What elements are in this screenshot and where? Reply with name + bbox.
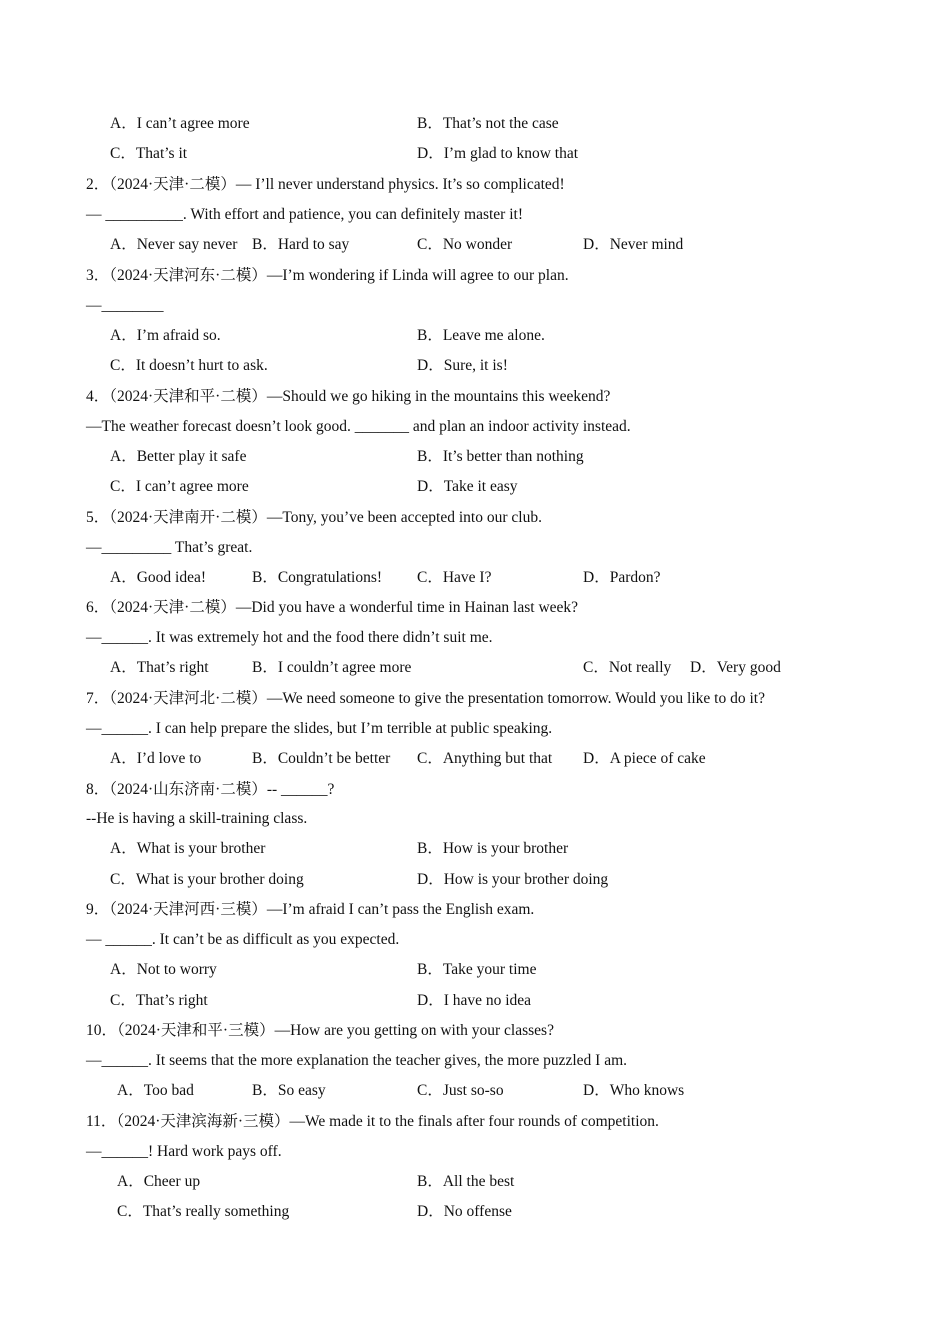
question-number: 7． bbox=[86, 690, 110, 707]
option-a[interactable] bbox=[117, 1081, 194, 1101]
question-2-prompt bbox=[86, 175, 565, 195]
question-number: 11． bbox=[86, 1113, 117, 1130]
option-letter: C． bbox=[417, 569, 443, 586]
option-d[interactable] bbox=[583, 749, 706, 769]
option-letter: B． bbox=[417, 448, 443, 465]
option-text: I can’t agree more bbox=[135, 478, 249, 495]
option-letter: D． bbox=[417, 1203, 444, 1220]
option-d[interactable] bbox=[417, 477, 518, 497]
option-c[interactable] bbox=[417, 568, 491, 588]
option-letter: B． bbox=[252, 1082, 278, 1099]
option-text: So easy bbox=[277, 1082, 326, 1099]
question-source: （2024·天津河东·二模） bbox=[109, 267, 267, 284]
option-text: That’s right bbox=[136, 659, 209, 676]
question-8-response: --He is having a skill-training class. bbox=[86, 810, 308, 827]
option-letter: C． bbox=[110, 478, 136, 495]
option-text: Couldn’t be better bbox=[277, 750, 391, 767]
option-letter: A． bbox=[110, 961, 137, 978]
option-b[interactable] bbox=[252, 658, 411, 678]
question-number: 2． bbox=[86, 176, 110, 193]
question-4-prompt bbox=[86, 387, 610, 407]
option-text: That’s really something bbox=[142, 1203, 290, 1220]
question-number: 4． bbox=[86, 388, 110, 405]
option-letter: C． bbox=[110, 145, 136, 162]
option-letter: A． bbox=[110, 840, 137, 857]
option-text: Hard to say bbox=[277, 236, 350, 253]
option-letter: D． bbox=[583, 569, 610, 586]
question-10-prompt bbox=[86, 1021, 554, 1041]
option-d[interactable] bbox=[583, 568, 661, 588]
option-d[interactable] bbox=[417, 870, 608, 890]
option-text: Take it easy bbox=[443, 478, 518, 495]
question-text: —I’m wondering if Linda will agree to our plan. bbox=[266, 267, 569, 284]
option-text: Cheer up bbox=[143, 1173, 201, 1190]
option-text: Not to worry bbox=[136, 961, 217, 978]
option-text: Congratulations! bbox=[277, 569, 383, 586]
question-number: 9． bbox=[86, 901, 110, 918]
option-letter: B． bbox=[417, 115, 443, 132]
option-text: No offense bbox=[443, 1203, 512, 1220]
option-d[interactable] bbox=[583, 1081, 684, 1101]
option-b[interactable] bbox=[417, 1172, 514, 1192]
option-b[interactable] bbox=[417, 447, 584, 467]
question-source: （2024·天津和平·二模） bbox=[109, 388, 267, 405]
question-number: 3． bbox=[86, 267, 110, 284]
option-d[interactable] bbox=[417, 144, 578, 164]
option-text: Pardon? bbox=[609, 569, 661, 586]
question-8-prompt bbox=[86, 780, 334, 800]
option-text: It’s better than nothing bbox=[442, 448, 584, 465]
option-text: Very good bbox=[716, 659, 781, 676]
option-letter: C． bbox=[117, 1203, 143, 1220]
option-text: Better play it safe bbox=[136, 448, 247, 465]
question-source: （2024·天津滨海新·三模） bbox=[116, 1113, 290, 1130]
option-c[interactable] bbox=[110, 144, 187, 164]
question-3-prompt bbox=[86, 266, 569, 286]
question-source: （2024·天津河北·二模） bbox=[109, 690, 267, 707]
question-text: —We made it to the finals after four rounds of competition. bbox=[289, 1113, 659, 1130]
option-b[interactable] bbox=[417, 839, 568, 859]
option-text: Who knows bbox=[609, 1082, 685, 1099]
question-11-response: —______! Hard work pays off. bbox=[86, 1143, 282, 1160]
option-letter: D． bbox=[583, 750, 610, 767]
option-letter: A． bbox=[110, 569, 137, 586]
question-4-response: —The weather forecast doesn’t look good. _______ and plan an indoor activity instead. bbox=[86, 418, 631, 435]
question-text: -- ______? bbox=[266, 781, 335, 798]
question-5-response: —_________ That’s great. bbox=[86, 539, 253, 556]
option-c[interactable] bbox=[583, 658, 671, 678]
option-letter: C． bbox=[110, 871, 136, 888]
option-a[interactable] bbox=[110, 749, 201, 769]
option-a[interactable] bbox=[110, 960, 217, 980]
option-text: Anything but that bbox=[442, 750, 553, 767]
option-text: I couldn’t agree more bbox=[277, 659, 412, 676]
option-letter: A． bbox=[110, 115, 137, 132]
question-text: —Did you have a wonderful time in Hainan last week? bbox=[235, 599, 579, 616]
question-number: 5． bbox=[86, 509, 110, 526]
question-text: —Should we go hiking in the mountains this weekend? bbox=[266, 388, 611, 405]
option-b[interactable] bbox=[252, 1081, 326, 1101]
option-text: That’s it bbox=[135, 145, 188, 162]
question-7-response: —______. I can help prepare the slides, but I’m terrible at public speaking. bbox=[86, 720, 553, 737]
option-letter: C． bbox=[110, 992, 136, 1009]
option-a[interactable] bbox=[117, 1172, 200, 1192]
question-9-prompt bbox=[86, 900, 534, 920]
option-letter: A． bbox=[110, 327, 137, 344]
option-letter: B． bbox=[252, 659, 278, 676]
option-text: I’m afraid so. bbox=[136, 327, 221, 344]
question-6-prompt bbox=[86, 598, 578, 618]
question-3-response: —________ bbox=[86, 297, 164, 314]
option-letter: D． bbox=[690, 659, 717, 676]
option-a[interactable] bbox=[110, 235, 237, 255]
option-d[interactable] bbox=[417, 356, 508, 376]
question-9-response: — ______. It can’t be as difficult as you expected. bbox=[86, 931, 400, 948]
question-text: —I’m afraid I can’t pass the English exam. bbox=[266, 901, 535, 918]
option-b[interactable] bbox=[252, 568, 382, 588]
option-letter: A． bbox=[110, 750, 137, 767]
question-7-prompt bbox=[86, 689, 765, 709]
option-text: That’s not the case bbox=[442, 115, 559, 132]
question-5-prompt bbox=[86, 508, 542, 528]
question-source: （2024·天津河西·三模） bbox=[109, 901, 267, 918]
option-letter: B． bbox=[252, 569, 278, 586]
option-letter: B． bbox=[417, 1173, 443, 1190]
option-letter: C． bbox=[417, 236, 443, 253]
question-source: （2024·天津·二模） bbox=[109, 176, 236, 193]
option-letter: B． bbox=[417, 840, 443, 857]
option-text: Never say never bbox=[136, 236, 238, 253]
option-d[interactable] bbox=[583, 235, 683, 255]
question-source: （2024·天津南开·二模） bbox=[109, 509, 267, 526]
option-b[interactable] bbox=[252, 235, 349, 255]
option-b[interactable] bbox=[417, 114, 559, 134]
option-b[interactable] bbox=[417, 326, 545, 346]
option-text: How is your brother bbox=[442, 840, 569, 857]
option-c[interactable] bbox=[110, 477, 249, 497]
option-text: Not really bbox=[608, 659, 672, 676]
option-letter: A． bbox=[110, 448, 137, 465]
question-source: （2024·天津和平·三模） bbox=[117, 1022, 275, 1039]
option-letter: D． bbox=[417, 871, 444, 888]
option-c[interactable] bbox=[110, 356, 268, 376]
option-a[interactable] bbox=[110, 658, 209, 678]
question-text: — I’ll never understand physics. It’s so complicated! bbox=[235, 176, 565, 193]
question-text: —Tony, you’ve been accepted into our club. bbox=[266, 509, 542, 526]
option-c[interactable] bbox=[110, 870, 304, 890]
option-letter: A． bbox=[117, 1082, 144, 1099]
option-text: I can’t agree more bbox=[136, 115, 250, 132]
option-letter: C． bbox=[417, 1082, 443, 1099]
option-text: That’s right bbox=[135, 992, 208, 1009]
option-text: Too bad bbox=[143, 1082, 194, 1099]
option-text: Just so-so bbox=[442, 1082, 504, 1099]
option-c[interactable] bbox=[117, 1202, 289, 1222]
question-10-response: —______. It seems that the more explanation the teacher gives, the more puzzled I am. bbox=[86, 1052, 628, 1069]
question-6-response: —______. It was extremely hot and the food there didn’t suit me. bbox=[86, 629, 493, 646]
option-b[interactable] bbox=[252, 749, 390, 769]
option-a[interactable] bbox=[110, 326, 221, 346]
option-letter: D． bbox=[417, 478, 444, 495]
option-letter: B． bbox=[417, 327, 443, 344]
option-letter: D． bbox=[417, 992, 444, 1009]
option-text: What is your brother doing bbox=[135, 871, 304, 888]
option-text: What is your brother bbox=[136, 840, 266, 857]
option-letter: C． bbox=[583, 659, 609, 676]
option-a[interactable] bbox=[110, 447, 246, 467]
option-letter: D． bbox=[417, 145, 444, 162]
option-text: Have I? bbox=[442, 569, 492, 586]
option-text: Never mind bbox=[609, 236, 684, 253]
question-number: 10． bbox=[86, 1022, 118, 1039]
option-a[interactable] bbox=[110, 839, 265, 859]
option-text: I’d love to bbox=[136, 750, 202, 767]
option-text: How is your brother doing bbox=[443, 871, 609, 888]
option-text: I’m glad to know that bbox=[443, 145, 579, 162]
option-c[interactable] bbox=[417, 1081, 504, 1101]
option-text: A piece of cake bbox=[609, 750, 706, 767]
question-source: （2024·山东济南·二模） bbox=[109, 781, 267, 798]
option-letter: D． bbox=[417, 357, 444, 374]
question-source: （2024·天津·二模） bbox=[109, 599, 236, 616]
option-text: Sure, it is! bbox=[443, 357, 508, 374]
question-text: —How are you getting on with your classes? bbox=[274, 1022, 554, 1039]
question-number: 8． bbox=[86, 781, 110, 798]
option-text: Good idea! bbox=[136, 569, 206, 586]
option-b[interactable] bbox=[417, 960, 536, 980]
option-a[interactable] bbox=[110, 114, 250, 134]
question-text: —We need someone to give the presentation tomorrow. Would you like to do it? bbox=[266, 690, 765, 707]
question-11-prompt bbox=[86, 1112, 659, 1132]
option-letter: D． bbox=[583, 236, 610, 253]
option-letter: A． bbox=[110, 659, 137, 676]
option-letter: B． bbox=[252, 236, 278, 253]
option-c[interactable] bbox=[110, 991, 208, 1011]
option-letter: C． bbox=[110, 357, 136, 374]
option-text: I have no idea bbox=[443, 992, 532, 1009]
option-d[interactable] bbox=[417, 1202, 512, 1222]
option-text: Leave me alone. bbox=[442, 327, 545, 344]
option-letter: D． bbox=[583, 1082, 610, 1099]
question-2-response: — __________. With effort and patience, you can definitely master it! bbox=[86, 206, 523, 223]
option-text: It doesn’t hurt to ask. bbox=[135, 357, 268, 374]
option-c[interactable] bbox=[417, 235, 512, 255]
option-letter: B． bbox=[252, 750, 278, 767]
question-number: 6． bbox=[86, 599, 110, 616]
option-a[interactable] bbox=[110, 568, 206, 588]
option-letter: B． bbox=[417, 961, 443, 978]
option-text: Take your time bbox=[442, 961, 537, 978]
option-c[interactable] bbox=[417, 749, 552, 769]
option-letter: A． bbox=[110, 236, 137, 253]
option-text: All the best bbox=[442, 1173, 515, 1190]
option-d[interactable] bbox=[417, 991, 531, 1011]
option-letter: A． bbox=[117, 1173, 144, 1190]
option-letter: C． bbox=[417, 750, 443, 767]
option-text: No wonder bbox=[442, 236, 513, 253]
option-d[interactable] bbox=[690, 658, 781, 678]
